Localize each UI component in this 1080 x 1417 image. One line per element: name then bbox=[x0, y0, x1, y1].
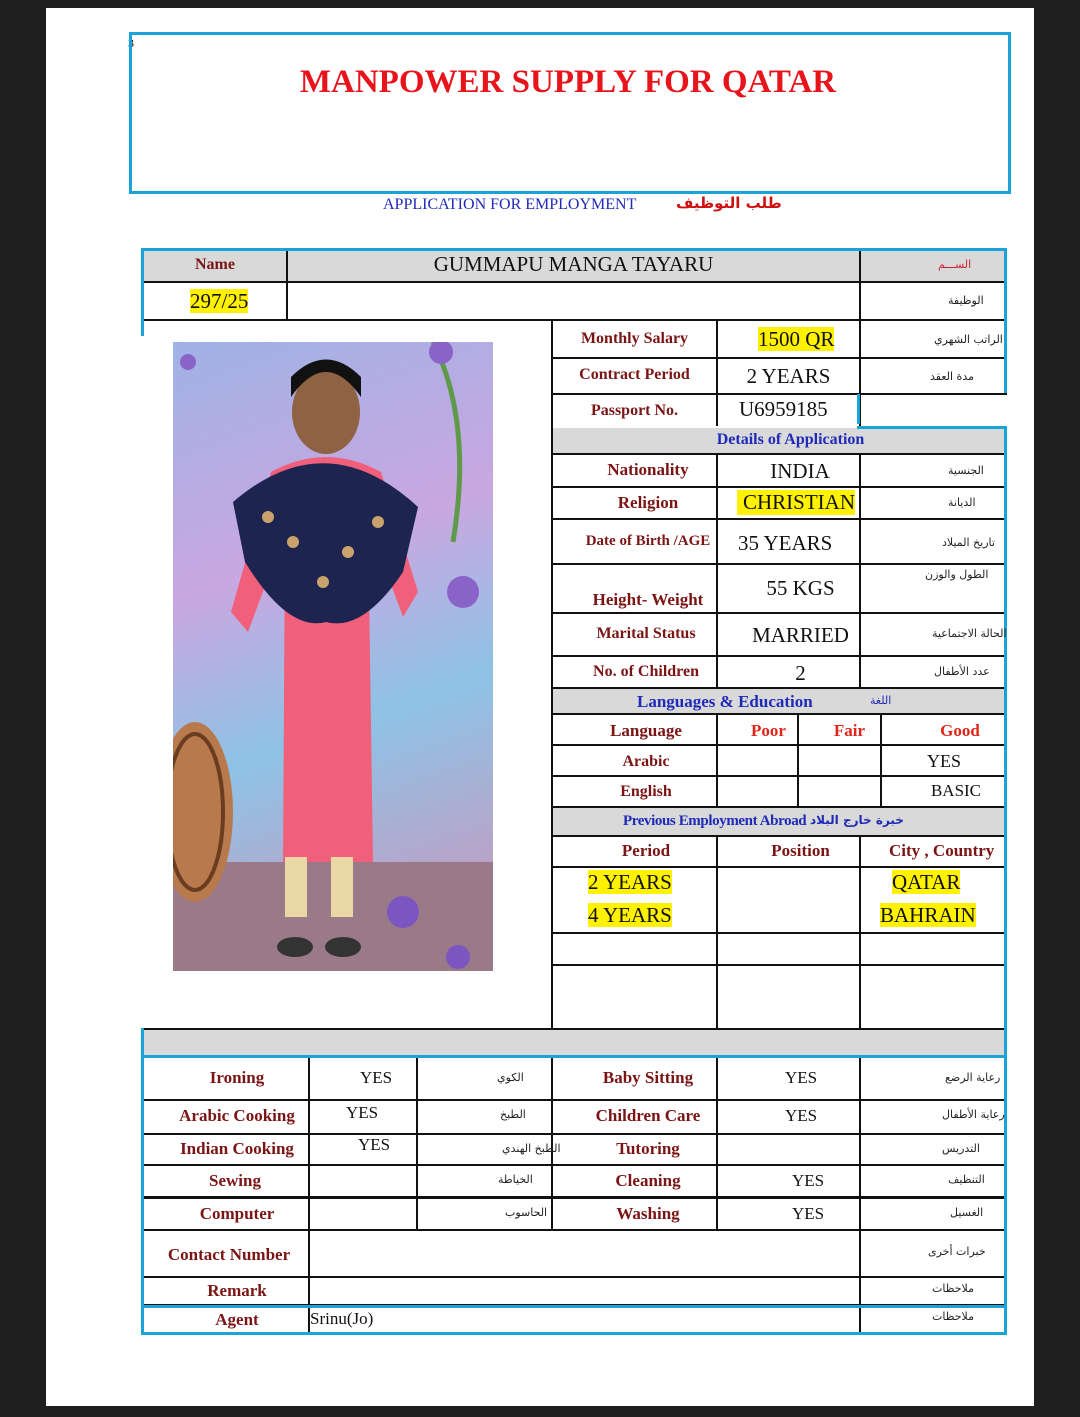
agent-ar: ملاحظات bbox=[932, 1310, 974, 1323]
marital-status-ar: الحالة الاجتماعية bbox=[932, 627, 1007, 640]
good-col-header: Good bbox=[940, 721, 980, 740]
height-weight-value: 55 KGS bbox=[766, 576, 835, 600]
applicant-photo bbox=[173, 342, 493, 971]
skill-washing-label: Washing bbox=[616, 1204, 680, 1223]
languages-title-ar: اللغة bbox=[870, 694, 892, 707]
children-ar: عدد الأطفال bbox=[934, 665, 990, 678]
language-row-arabic: Arabic bbox=[622, 753, 670, 770]
height-weight-ar: الطول والوزن bbox=[925, 568, 989, 581]
marital-status-value: MARRIED bbox=[752, 623, 849, 647]
reference-number: 297/25 bbox=[190, 289, 249, 313]
agent-value: Srinu(Jo) bbox=[310, 1309, 374, 1328]
skill-baby-sitting-ar: رعاية الرضع bbox=[945, 1071, 1001, 1084]
dob-age-label: Date of Birth /AGE bbox=[585, 533, 711, 549]
skill-cleaning-ar: التنظيف bbox=[948, 1173, 985, 1186]
skill-baby-sitting-label: Baby Sitting bbox=[602, 1068, 694, 1087]
religion-label: Religion bbox=[617, 493, 679, 512]
skill-tutoring-ar: التدريس bbox=[942, 1142, 980, 1155]
marital-status-label: Marital Status bbox=[596, 625, 696, 642]
contract-period-value: 2 YEARS bbox=[746, 364, 831, 388]
nationality-label: Nationality bbox=[607, 460, 689, 479]
contact-number-label: Contact Number bbox=[167, 1245, 291, 1264]
contract-period-label: Contract Period bbox=[579, 366, 690, 383]
skill-arabic-cooking-value: YES bbox=[346, 1103, 379, 1122]
children-value: 2 bbox=[795, 661, 806, 685]
job-label-ar: الوظيفة bbox=[948, 294, 984, 307]
skill-arabic-cooking-label: Arabic Cooking bbox=[179, 1106, 295, 1125]
arabic-good-value: YES bbox=[926, 751, 961, 771]
employment-row-1-country: QATAR bbox=[892, 870, 961, 894]
skill-baby-sitting-value: YES bbox=[785, 1068, 818, 1087]
language-col-header: Language bbox=[610, 721, 682, 740]
name-label: Name bbox=[195, 256, 235, 273]
form-right-border-top bbox=[1004, 248, 1007, 394]
skill-children-care-value: YES bbox=[785, 1106, 818, 1125]
languages-section-title: Languages & Education bbox=[637, 692, 813, 711]
dob-age-ar: تاريخ الميلاد bbox=[942, 536, 995, 549]
skill-children-care-label: Children Care bbox=[595, 1106, 701, 1125]
header-box bbox=[129, 32, 1011, 194]
skill-ironing-ar: الكوي bbox=[497, 1071, 524, 1084]
skill-arabic-cooking-ar: الطبخ bbox=[500, 1108, 526, 1121]
form-bottom-border bbox=[141, 1332, 1007, 1335]
contact-number-ar: خبرات أخرى bbox=[928, 1245, 986, 1258]
height-weight-label: Height- Weight bbox=[592, 590, 704, 609]
poor-col-header: Poor bbox=[751, 721, 786, 740]
skill-cleaning-value: YES bbox=[792, 1171, 825, 1190]
skill-cleaning-label: Cleaning bbox=[615, 1171, 681, 1190]
page-title: MANPOWER SUPPLY FOR QATAR bbox=[299, 64, 837, 100]
details-section-title: Details of Application bbox=[716, 431, 865, 448]
religion-ar: الديانة bbox=[948, 496, 976, 509]
skill-indian-cooking-ar: الطبخ الهندي bbox=[502, 1142, 561, 1155]
monthly-salary-value: 1500 QR bbox=[758, 327, 835, 351]
employment-section-title: Previous Employment Abroad bbox=[623, 813, 807, 829]
religion-value: CHRISTIAN bbox=[737, 490, 855, 515]
employment-title-ar: خبرة خارج البلاد bbox=[810, 813, 904, 827]
name-label-ar: الســـم bbox=[938, 258, 972, 271]
skill-tutoring-label: Tutoring bbox=[616, 1139, 680, 1158]
skill-sewing-ar: الخياطة bbox=[498, 1173, 533, 1186]
skill-children-care-ar: رعاية الأطفال bbox=[942, 1108, 1005, 1121]
skill-computer-label: Computer bbox=[199, 1204, 275, 1223]
remark-label: Remark bbox=[207, 1281, 267, 1300]
name-value: GUMMAPU MANGA TAYARU bbox=[433, 252, 714, 276]
skill-sewing-label: Sewing bbox=[209, 1171, 261, 1190]
passport-label: Passport No. bbox=[590, 402, 679, 419]
agent-label: Agent bbox=[215, 1310, 259, 1329]
skills-header-bg bbox=[144, 1030, 1004, 1055]
dob-age-value: 35 YEARS bbox=[738, 531, 833, 555]
skill-washing-value: YES bbox=[792, 1204, 825, 1223]
page-marker: 3 bbox=[128, 36, 134, 50]
remark-ar: ملاحظات bbox=[932, 1282, 974, 1295]
skill-indian-cooking-value: YES bbox=[358, 1135, 391, 1154]
skill-ironing-label: Ironing bbox=[209, 1068, 265, 1087]
application-subtitle: APPLICATION FOR EMPLOYMENT bbox=[383, 196, 637, 213]
application-subtitle-ar: طلب التوظيف bbox=[676, 194, 782, 212]
skill-washing-ar: الغسيل bbox=[950, 1206, 984, 1219]
skill-indian-cooking-label: Indian Cooking bbox=[180, 1139, 294, 1158]
position-col-header: Position bbox=[771, 841, 830, 860]
contract-period-ar: مدة العقد bbox=[930, 370, 974, 383]
period-col-header: Period bbox=[621, 841, 671, 860]
children-label: No. of Children bbox=[593, 663, 699, 680]
nationality-value: INDIA bbox=[770, 459, 830, 483]
employment-row-1-period: 2 YEARS bbox=[588, 870, 672, 894]
passport-value: U6959185 bbox=[739, 397, 828, 421]
country-col-header: City , Country bbox=[889, 841, 995, 860]
nationality-ar: الجنسية bbox=[948, 464, 984, 477]
form-right-border bbox=[1004, 426, 1007, 1334]
monthly-salary-label: Monthly Salary bbox=[580, 330, 689, 347]
employment-row-2-country: BAHRAIN bbox=[880, 903, 976, 927]
employment-row-2-period: 4 YEARS bbox=[588, 903, 672, 927]
fair-col-header: Fair bbox=[833, 721, 866, 740]
skill-computer-ar: الحاسوب bbox=[505, 1206, 548, 1219]
english-good-value: BASIC bbox=[930, 781, 982, 800]
monthly-salary-ar: الراتب الشهري bbox=[934, 333, 1003, 346]
language-row-english: English bbox=[620, 783, 672, 800]
skill-ironing-value: YES bbox=[360, 1068, 393, 1087]
